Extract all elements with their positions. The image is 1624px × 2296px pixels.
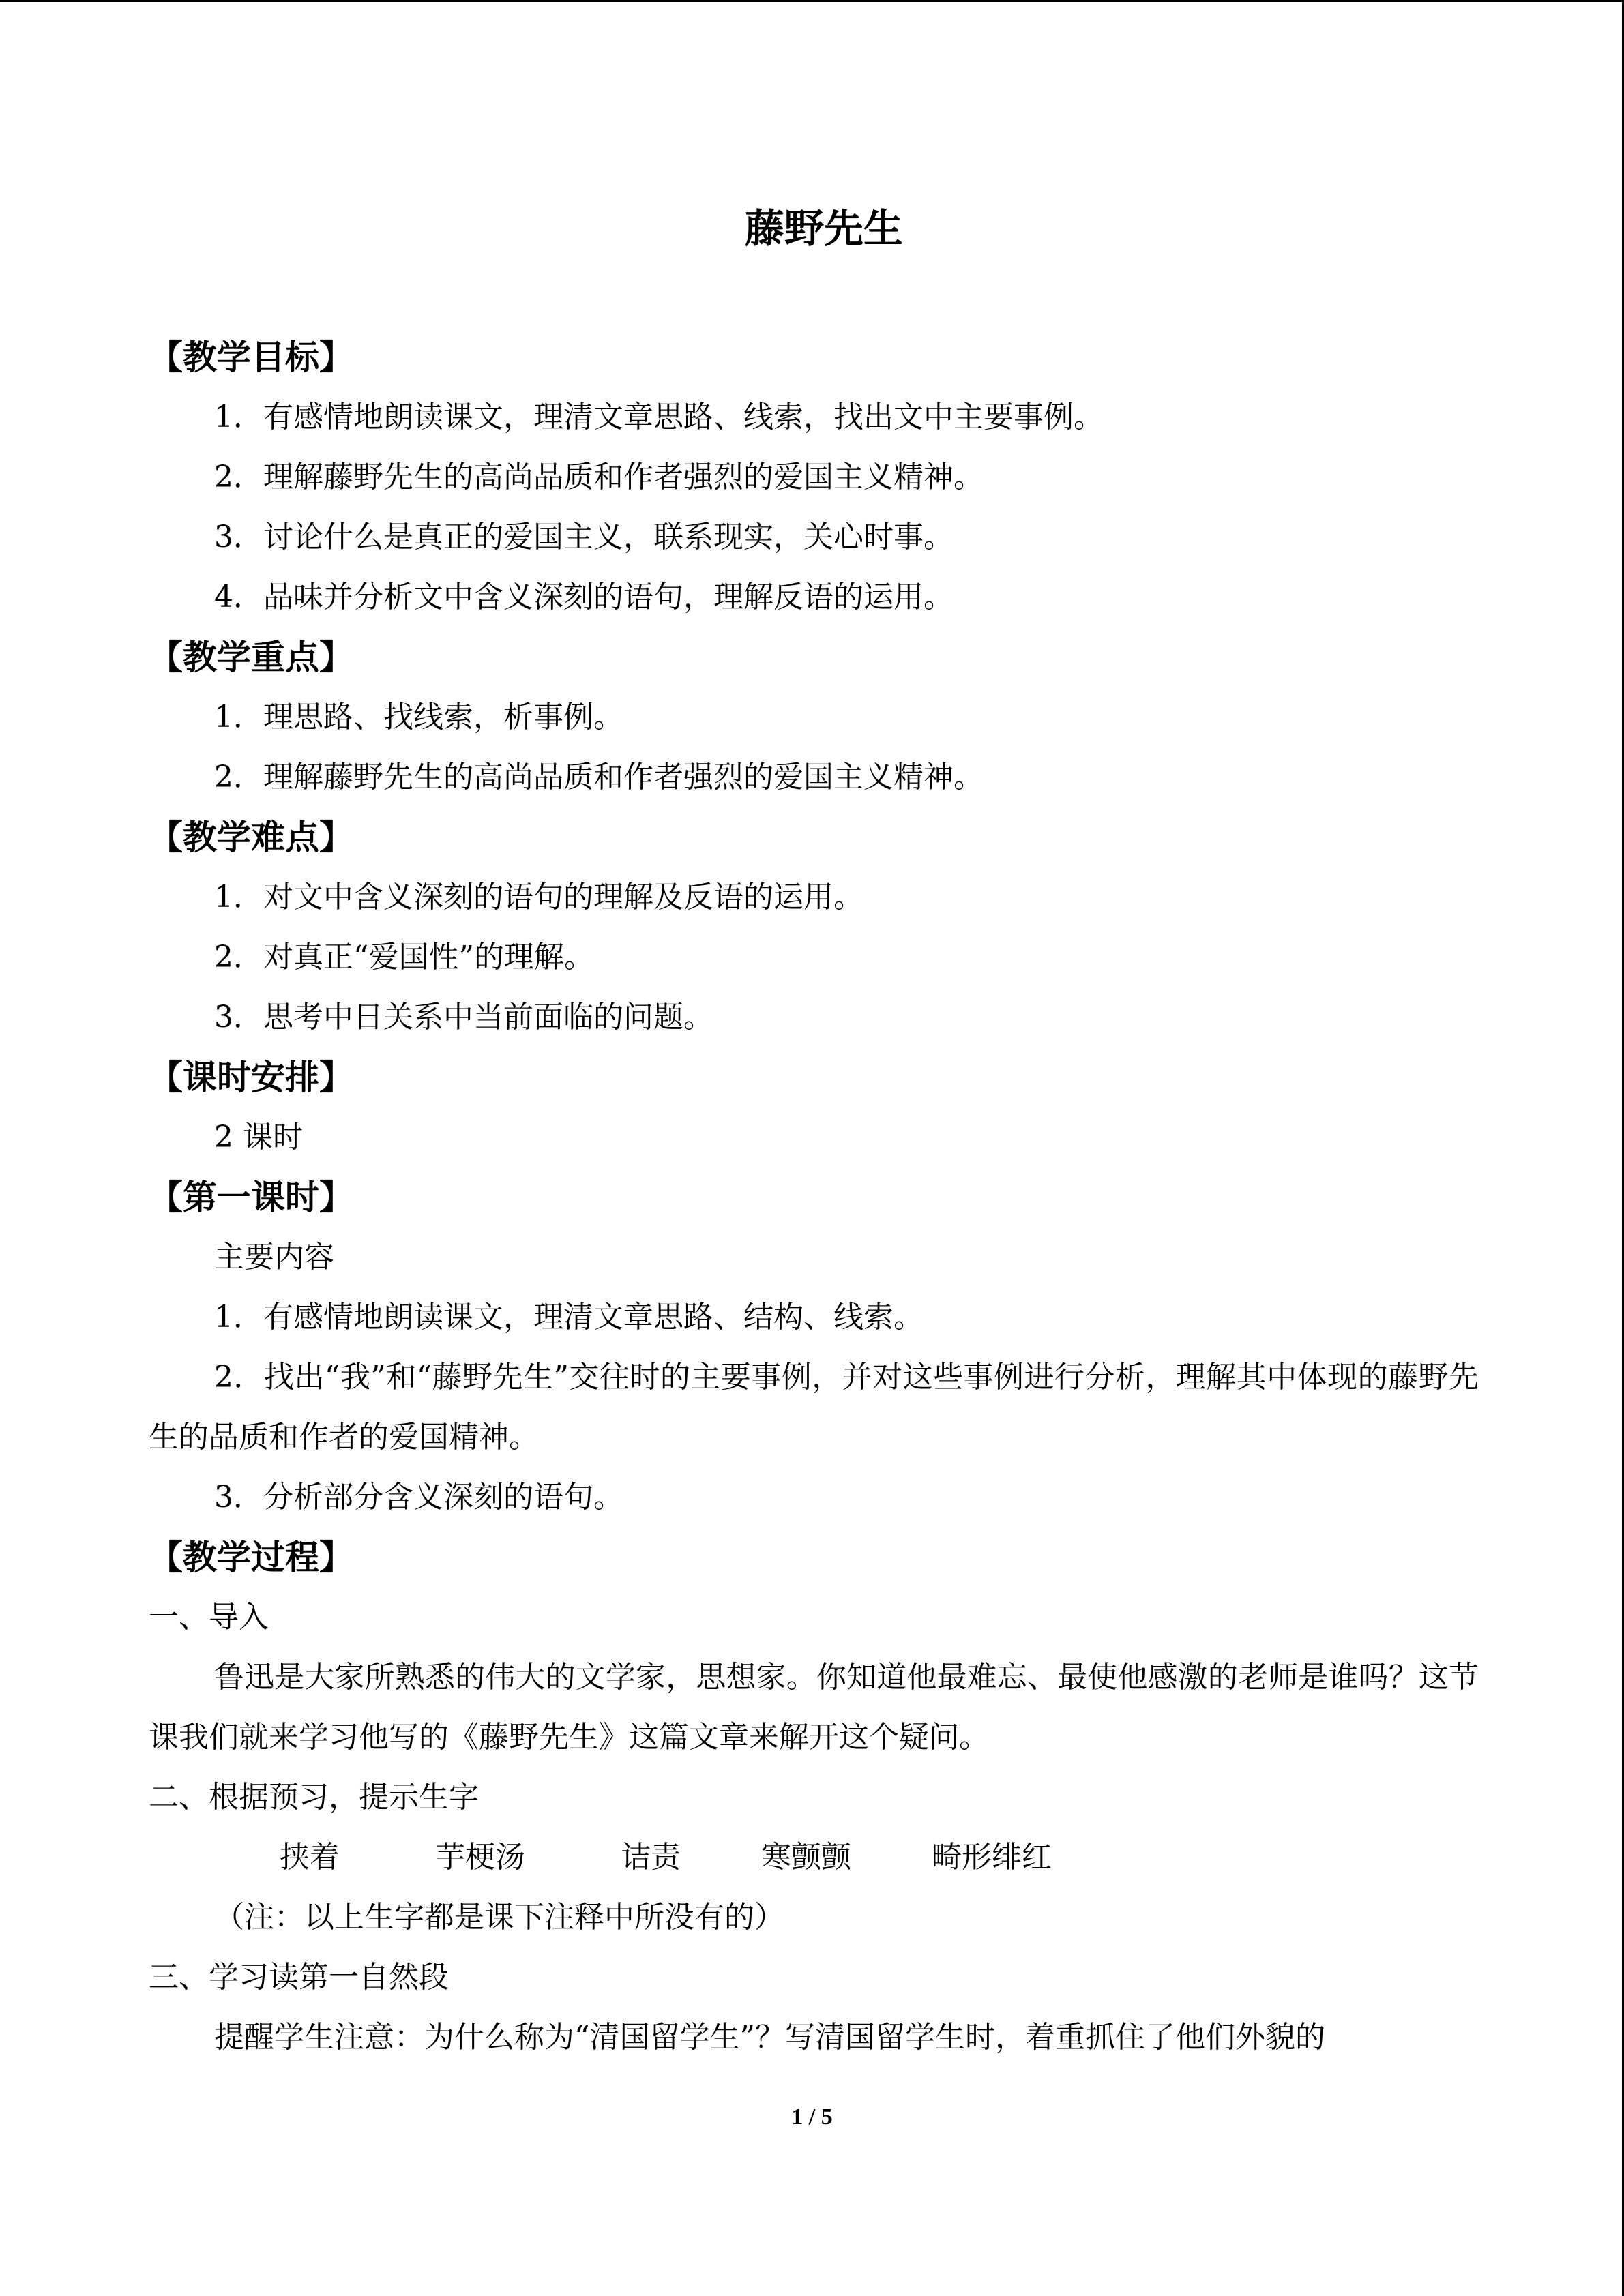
objectives-heading: 【教学目标】 xyxy=(149,338,353,377)
section-difficulties xyxy=(149,807,1479,1047)
schedule-text: 2 课时 xyxy=(214,1120,303,1154)
step-title-intro: 一、导入 xyxy=(149,1600,269,1635)
step-paragraph-text: 提醒学生注意：为什么称为“清国留学生”？写清国留学生时，着重抓住了他们外貌的 xyxy=(214,2020,1325,2055)
section-schedule xyxy=(149,1047,1479,1167)
step-intro-text: 鲁迅是大家所熟悉的伟大的文学家，思想家。你知道他最难忘、最使他感激的老师是谁吗？这节课我们就来学习他写的《藤野先生》这篇文章来解开这个疑问。 xyxy=(149,1660,1479,1755)
difficulties-heading: 【教学难点】 xyxy=(149,818,353,857)
objective-item: 4．品味并分析文中含义深刻的语句，理解反语的运用。 xyxy=(214,580,954,614)
vocab-word: 诘责 xyxy=(621,1840,681,1875)
objective-item: 3．讨论什么是真正的爱国主义，联系现实，关心时事。 xyxy=(214,520,954,554)
lesson-content-item: 1．有感情地朗读课文，理清文章思路、结构、线索。 xyxy=(214,1300,924,1335)
section-first-lesson xyxy=(149,1167,1479,1527)
vocab-word: 芋梗汤 xyxy=(435,1840,525,1875)
difficulty-item: 1．对文中含义深刻的语句的理解及反语的运用。 xyxy=(214,880,863,914)
difficulty-item: 2．对真正“爱国性”的理解。 xyxy=(214,940,594,974)
objective-item: 2．理解藤野先生的高尚品质和作者强烈的爱国主义精神。 xyxy=(214,460,984,494)
process-heading: 【教学过程】 xyxy=(149,1538,353,1577)
section-key-points xyxy=(149,627,1479,807)
objective-item: 1．有感情地朗读课文，理清文章思路、线索，找出文中主要事例。 xyxy=(214,400,1104,434)
key-points-heading: 【教学重点】 xyxy=(149,638,353,677)
vocab-list xyxy=(149,1828,1479,1888)
document-body xyxy=(149,198,1479,2068)
first-lesson-intro: 主要内容 xyxy=(214,1240,334,1274)
vocab-word: 寒颤颤 xyxy=(761,1840,851,1875)
key-point-item: 1．理思路、找线索，析事例。 xyxy=(214,700,623,734)
vocab-note: （注：以上生字都是课下注释中所没有的） xyxy=(214,1900,784,1935)
section-process xyxy=(149,1527,1479,2068)
vocab-word: 挟着 xyxy=(280,1840,340,1875)
lesson-content-item: 3．分析部分含义深刻的语句。 xyxy=(214,1480,623,1515)
first-lesson-heading: 【第一课时】 xyxy=(149,1178,353,1217)
vocab-word: 畸形绯红 xyxy=(932,1840,1052,1875)
key-point-item: 2．理解藤野先生的高尚品质和作者强烈的爱国主义精神。 xyxy=(214,760,984,794)
schedule-heading: 【课时安排】 xyxy=(149,1058,353,1097)
step-title-vocab: 二、根据预习，提示生字 xyxy=(149,1780,479,1815)
lesson-content-item: 2．找出“我”和“藤野先生”交往时的主要事例，并对这些事例进行分析，理解其中体现的藤野先生的品质和作者的爱国精神。 xyxy=(149,1360,1479,1455)
difficulty-item: 3．思考中日关系中当前面临的问题。 xyxy=(214,1000,713,1034)
section-objectives xyxy=(149,327,1479,627)
step-title-paragraph: 三、学习读第一自然段 xyxy=(149,1960,449,1995)
page-number: 1 / 5 xyxy=(791,2104,833,2130)
document-title: 藤野先生 xyxy=(744,205,903,252)
